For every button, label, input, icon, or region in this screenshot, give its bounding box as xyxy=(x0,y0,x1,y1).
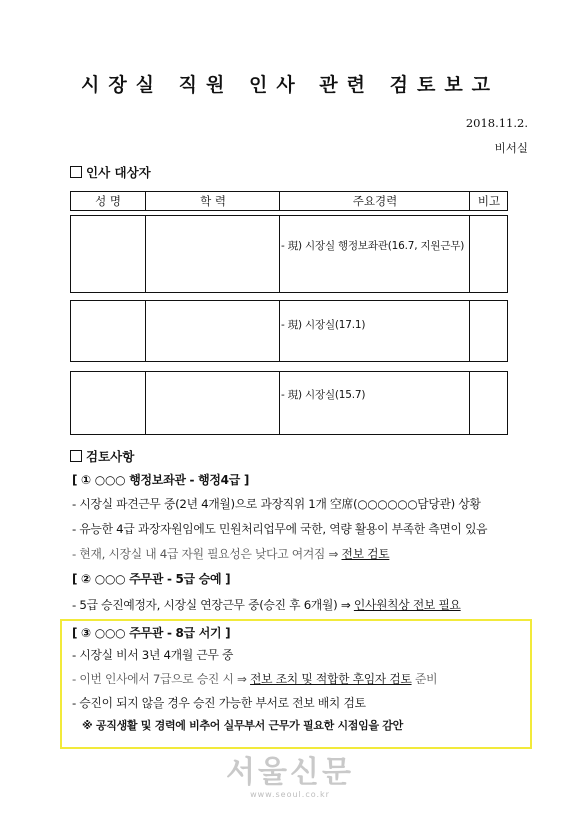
column-header-education: 학 력 xyxy=(145,192,280,210)
review-item-3-label: [ ③ ○○○ 주무관 - 8급 서기 ] xyxy=(72,626,231,640)
review-note: ※ 공직생활 및 경력에 비추어 실무부서 근무가 필요한 시점임을 감안 xyxy=(82,719,403,732)
review-item-2-label: [ ② ○○○ 주무관 - 5급 승예 ] xyxy=(72,572,231,586)
column-header-note: 비고 xyxy=(469,192,508,210)
review-line: - 시장실 비서 3년 4개월 근무 중 xyxy=(72,648,234,662)
column-header-name: 성 명 xyxy=(95,194,121,208)
checkbox-square-icon xyxy=(70,450,82,462)
review-line: - 시장실 파견근무 중(2년 4개월)으로 과장직위 1개 空席(○○○○○○담당관) 상황 xyxy=(72,497,481,511)
watermark-url: www.seoul.co.kr xyxy=(250,790,330,799)
targets-heading: 인사 대상자 xyxy=(70,163,151,181)
targets-table-header xyxy=(70,191,508,211)
department: 비서실 xyxy=(494,141,528,155)
career-text: - 現) 시장실(15.7) xyxy=(281,389,366,401)
column-header-career: 주요경력 xyxy=(279,192,470,210)
table-row xyxy=(70,371,508,435)
checkbox-square-icon xyxy=(70,166,82,178)
successor-review-link: 전보 조치 및 적합한 후임자 검토 xyxy=(250,672,412,686)
career-text: - 現) 시장실 행정보좌관(16.7, 지원근무) xyxy=(281,240,465,252)
report-date: 2018.11.2. xyxy=(465,116,528,130)
review-item-1-label: [ ① ○○○ 행정보좌관 - 행정4급 ] xyxy=(72,473,250,487)
review-line: - 5급 승진예정자, 시장실 연장근무 중(승진 후 6개월) ⇒ 인사원칙상 전보 필요 xyxy=(72,598,461,612)
career-text: - 現) 시장실(17.1) xyxy=(281,319,366,331)
table-row xyxy=(70,215,508,293)
transfer-required-link: 인사원칙상 전보 필요 xyxy=(353,598,461,612)
review-line: - 유능한 4급 과장자원임에도 민원처리업무에 국한, 역량 활용이 부족한 측면이 있음 xyxy=(72,522,488,536)
page-title: 시장실 직원 인사 관련 검토보고 xyxy=(80,74,500,96)
watermark-logo: 서울신문 xyxy=(226,755,354,790)
review-heading: 검토사항 xyxy=(70,447,134,465)
review-line: - 승진이 되지 않을 경우 승진 가능한 부서로 전보 배치 검토 xyxy=(72,696,366,710)
review-line: - 현재, 시장실 내 4급 자원 필요성은 낮다고 여겨짐 ⇒ 전보 검토 xyxy=(72,547,390,561)
transfer-review-link: 전보 검토 xyxy=(341,547,390,561)
table-row xyxy=(70,300,508,362)
review-line: - 이번 인사에서 7급으로 승진 시 ⇒ 전보 조치 및 적합한 후임자 검토 준비 xyxy=(72,672,438,686)
